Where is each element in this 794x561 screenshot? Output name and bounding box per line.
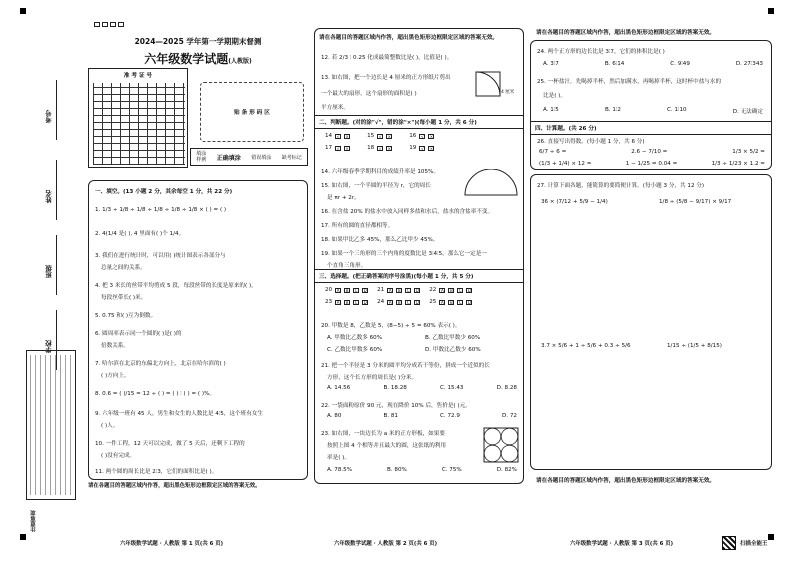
q25-options: A. 1∶5 B. 1∶2 C. 1∶10 D. 无法确定 [543,107,763,115]
q2: 2. 4(1/4 是( ), 4 里面有( )个 1/4。 [95,231,185,237]
section-1-panel [88,180,308,480]
section-3-title: 三、选择题。(把正确答案的序号涂黑)(每小题 1 分，共 5 分) [315,269,523,283]
q8: 8. 0.6 = ( )/15 = 12 ÷ ( ) = ( ) ∶ ( ) = ( )%。 [95,391,215,397]
q19b: 个直角三角形。 [327,263,367,269]
class-underline[interactable] [56,235,57,295]
q23-options: A. 78.5% B. 80% C. 75% D. 82% [327,467,517,473]
page-3-note: 请在各题目的答题区域内作答，超出黑色矩形边框限定区域的答案无效。 [536,478,716,484]
q25b: 比是( )。 [543,93,566,99]
exam-title: 2024—2025 学年第一学期期末督测 [134,37,262,46]
corner-marker [768,8,774,14]
q13a: 13. 如右图，把一个边长是 4 厘米的正方形纸片剪出 [321,75,451,81]
name-label: 姓名 [45,190,53,203]
expr-2: 1/8 ÷ (5/8 − 9/17) × 9/17 [659,199,732,205]
q5: 5. 0.75 和( )互为倒数。 [95,313,157,319]
q20-option-c: C. 乙数比甲数多 60% [327,347,383,353]
expr-4: 1/15 ÷ (1/5 + 8/15) [667,343,722,349]
q6a: 6. 圆周率表示同一个圆的( )是( )的 [95,331,182,337]
q16: 16. 在含盐 20% 的盐水中放入同样多盐和水后，盐水的含盐率不变。 [321,209,494,215]
corner-marker [768,534,774,540]
q21a: 21. 把一个半径是 3 分米的圆平均分成若干等份，拼成一个近似的长 [321,363,490,369]
page-2-footer: 六年级数学试题 · 人教版 第 2 页(共 6 页) [334,541,438,547]
q4a: 4. 把 3 米长的丝带平均剪成 5 段，每段丝带的长度是原来的( )， [95,283,257,289]
q10b: ( )没有完成。 [101,453,136,459]
q10a: 10. 一件工程，12 天可以完成，做了 5 天后，还剩下工程的 [95,441,245,447]
semicircle-figure [463,169,519,199]
exam-no-underline[interactable] [56,80,57,140]
q20-option-a: A. 甲数比乙数多 60% [327,335,383,341]
q22-options: A. 80 B. 81 C. 72.9 D. 72 [327,413,517,419]
q26: 26. 直接写出得数。(每小题 1 分，共 6 分) [537,139,645,145]
section-2-title: 二、判断题。(对的涂"√"，错的涂"×")(每小题 1 分，共 6 分) [315,115,523,129]
q24-options: A. 3∶7 B. 6∶14 C. 9∶49 D. 27∶343 [543,61,763,67]
q12: 12. 若 2/3 ∶ 0.25 化成最简整数比是( )，比值是( )。 [321,55,453,61]
page-2 [314,28,524,484]
expr-1: 36 × (7/12 + 5/9 − 1/4) [541,199,608,205]
q6b: 倍数关系。 [101,343,129,349]
page-3-footer: 六年级数学试题 · 人教版 第 3 页(共 6 页) [570,541,674,547]
school-label: 学校 [45,340,53,353]
section-1-title: 一、填空。(13 小题 2 分，其余每空 1 分，共 22 分) [95,189,233,195]
corner-marker [20,8,26,14]
page-1 [88,22,308,497]
barcode-area: 贴 条 形 码 区 [200,82,304,142]
notes-title: 注意事项 [31,510,37,532]
q24: 24. 两个正方形的边长比是 3∶7，它们的体积比是( ) [537,49,665,55]
q13b: 一个最大的扇形，这个扇形的面积是( ) [321,91,417,97]
q3a: 3. 我们在进行统计时，可以用( )统计图表示各部分与 [95,253,226,259]
q19a: 19. 如果一个三角形的三个内角的度数比是 3∶4∶5，那么它一定是一 [321,251,487,257]
page-3 [530,28,772,488]
q3b: 总量之间的关系。 [101,265,146,271]
page-3-panel-top [530,40,772,170]
q17: 17. 所有的圆的直径都相等。 [321,223,394,229]
q25a: 25. 一杯盐汁，先喝掉半杯，然后加满水，再喝掉半杯，这时杯中盐与水的 [537,79,722,85]
figure-label-4cm: 4 厘米 [501,90,515,95]
correct-fill: 正确填涂 [216,154,241,162]
absent-mark: 缺考标记 [281,154,302,161]
qr-code-icon [722,536,736,550]
page-3-top-note: 请在各题目的答题区域内作答，超出黑色矩形边框限定区域的答案无效。 [536,30,716,36]
q23a: 23. 如右图，一块边长为 a 米的正方形板，如果要 [321,431,445,437]
expr-3: 3.7 × 5/6 + 1 ÷ 5/6 + 0.3 ÷ 5/6 [541,343,631,349]
q20-option-d: D. 甲数比乙数少 60% [425,347,481,353]
exam-id-grid[interactable] [88,68,188,168]
header-code-boxes [94,22,124,27]
page-1-note: 请在各题目的答题区域内作答，超出黑色矩形边框限定区域的答案无效。 [88,483,261,489]
q21-options: A. 14.56 B. 18.28 C. 15.43 D. 8.28 [327,385,517,391]
page-3-panel-bottom [530,174,772,470]
q26-row-2: (1/3 + 1/4) × 12 = 1 − 1/25 = 0.04 = 1/3 ÷ 1/23 × 1.2 = [539,161,765,167]
q20: 20. 甲数是 8，乙数是 5，(8−5) ÷ 5 = 60% 表示( )。 [321,323,461,329]
q18: 18. 如果甲比乙多 45%，那么乙比甲少 45%。 [321,237,439,243]
notes-box [26,350,76,500]
subject-title: 六年级数学试题(人教版) [144,52,252,66]
page-2-top-note: 请在各题目的答题区域内作答，超出黑色矩形边框限定区域的答案无效。 [319,35,499,41]
q14: 14. 六年级春季学期科目的成绩升率是 105%。 [321,169,439,175]
scan-app-label: 扫描全能王 [740,541,768,547]
q26-row-1: 6/7 ÷ 6 = 2.6 − 7/10 = 1/3 × 5/2 = [539,149,765,155]
q1: 1. 1/3 ÷ 1/8 ÷ 1/8 ÷ 1/8 ÷ 1/8 ÷ 1/8 × ( ) = ( ) [95,207,227,213]
class-label: 班级 [45,265,53,278]
q20-option-b: B. 乙数比甲数少 60% [425,335,481,341]
q23b: 按照上图 4 个相等并且最大的圆，这张纸的利用 [327,443,446,449]
q9a: 9. 六年级一班有 45 人，男生和女生的人数比是 4∶5，这个班有女生 [95,411,263,417]
q27: 27. 计算下面各题，能简算的要简便计算。(每小题 3 分，共 12 分) [537,183,705,189]
fill-example-row: 填涂 样例 正确填涂 错误填涂 缺考标记 [190,148,308,166]
q11: 11. 两个圆的周长比是 2∶3，它们的面积比是( )。 [95,469,218,475]
q22: 22. 一袋面粉原价 90 元，现在降价 10% 后，售价是( )元。 [321,403,471,409]
binding-strip [22,20,82,532]
judge-answer-grid[interactable]: 14 √ × 15 √ × 16 √ × 17 √ × 18 √ × 19 √ × [325,133,434,151]
four-circles-figure [483,427,519,463]
q23c: 率是( )。 [327,455,350,461]
name-underline[interactable] [56,160,57,220]
q15a: 15. 如右图，一个半圆的半径为 r，它的周长 [321,183,431,189]
q15b: 是 πr + 2r。 [327,195,360,201]
wrong-fill: 错误填涂 [251,154,272,161]
exam-no-label: 考号 [45,110,53,123]
q9b: ( )人。 [101,423,119,429]
choice-answer-grid[interactable]: 20 A B C D 21 A B C D 22 A B C D 23 A B C D 24 A B C D 25 A B C D [325,287,471,305]
q7b: ( )方向上。 [101,373,130,379]
corner-marker [20,534,26,540]
page-1-footer: 六年级数学试题 · 人教版 第 1 页(共 6 页) [120,541,224,547]
q13c: 平方厘米。 [321,105,349,111]
quarter-circle-figure [475,71,505,101]
q4b: 每段丝带长( )米。 [101,295,147,301]
q7a: 7. 哈尔滨在北京的东偏北方向上，北京在哈尔滨的( ) [95,361,226,367]
exam-id-label: 准 考 证 号 [123,73,153,79]
q21b: 方形，这个长方形的周长是( )分米。 [327,375,418,381]
section-4-title: 四、计算题。(共 26 分) [531,121,771,135]
